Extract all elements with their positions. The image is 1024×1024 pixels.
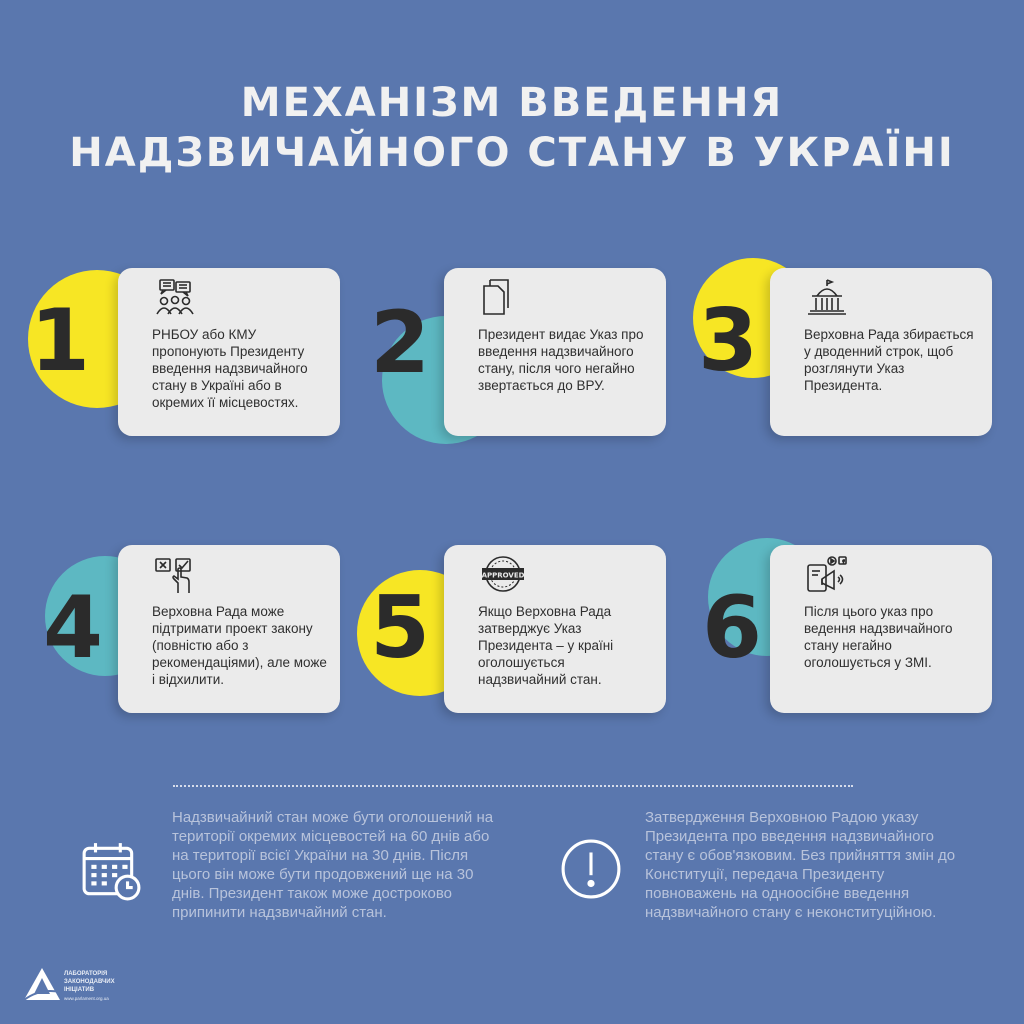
step-2-number: 2 bbox=[370, 293, 430, 393]
dotted-divider bbox=[173, 785, 853, 787]
logo-line-1: ЛАБОРАТОРІЯ bbox=[64, 971, 108, 977]
step-5-card bbox=[444, 545, 666, 713]
step-6-number: 6 bbox=[702, 578, 762, 678]
note-right: Затвердження Верховною Радою указу Президента про введення надзвичайного стану є обов'язковим. Без прийняття змін до Конституції, передача Президенту повноважень на одноосібне введення надзвичайного стану є неконституційною. bbox=[645, 809, 956, 921]
logo-line-2: ЗАКОНОДАВЧИХ bbox=[64, 979, 115, 985]
step-1-text: РНБОУ або КМУ пропонують Президенту введення надзвичайного стану в Україні або в окремих її місцевостях. bbox=[152, 327, 308, 410]
calendar-clock-icon bbox=[80, 840, 142, 902]
step-1-card bbox=[118, 268, 340, 436]
parliament-building-icon bbox=[806, 278, 848, 316]
step-6-text: Після цього указ про ведення надзвичайного стану негайно оголошується у ЗМІ. bbox=[804, 604, 953, 670]
stamp-label: APPROVED bbox=[481, 571, 525, 580]
media-megaphone-icon bbox=[806, 555, 848, 593]
note-left: Надзвичайний стан може бути оголошений на території окремих місцевостей на 60 днів або на території всієї України на 30 днів. Після цього він може бути продовжений ще на 30 днів. Президент також може достроково припинити надзвичайний стан. bbox=[172, 809, 494, 921]
vote-hand-icon bbox=[154, 555, 196, 593]
logo-text bbox=[64, 970, 164, 994]
step-2-text: Президент видає Указ про введення надзвичайного стану, після чого негайно звертається до ВРУ. bbox=[478, 327, 644, 393]
step-4-card bbox=[118, 545, 340, 713]
step-1-number: 1 bbox=[30, 291, 90, 391]
title-line-1: МЕХАНІЗМ ВВЕДЕННЯ bbox=[240, 80, 784, 126]
documents-icon bbox=[480, 278, 522, 316]
exclamation-icon bbox=[560, 838, 622, 900]
step-3-number: 3 bbox=[698, 291, 758, 391]
title-line-2: НАДЗВИЧАЙНОГО СТАНУ В УКРАЇНІ bbox=[69, 130, 955, 176]
step-4-number: 4 bbox=[43, 578, 103, 678]
logo-line-3: ІНІЦІАТИВ bbox=[64, 987, 95, 993]
step-5-number: 5 bbox=[370, 578, 430, 678]
logo-icon bbox=[22, 966, 62, 1002]
step-3-text: Верховна Рада збирається у дводенний строк, щоб розглянути Указ Президента. bbox=[804, 327, 974, 393]
logo-url[interactable]: www.parlament.org.ua bbox=[64, 996, 109, 1001]
step-5-text: Якщо Верховна Рада затверджує Указ Президента – у країні оголошується надзвичайний стан. bbox=[478, 604, 614, 687]
step-2-card bbox=[444, 268, 666, 436]
step-3-card bbox=[770, 268, 992, 436]
step-4-text: Верховна Рада може підтримати проект закону (повністю або з рекомендаціями), але може і відхилити. bbox=[152, 604, 327, 687]
people-discussion-icon bbox=[154, 278, 196, 316]
step-6-card bbox=[770, 545, 992, 713]
approved-stamp-icon bbox=[478, 555, 528, 593]
page-title bbox=[0, 78, 1024, 178]
